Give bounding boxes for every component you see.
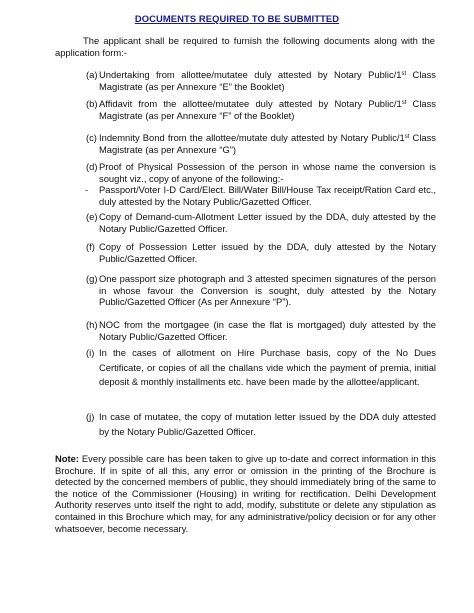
item-label: (e) (86, 211, 98, 222)
list-item-d (86, 161, 436, 207)
item-label: (g) (86, 273, 98, 284)
list-item-g (86, 273, 436, 308)
intro-text: The applicant shall be required to furnish the following documents along with the application form:- (55, 35, 435, 58)
intro-paragraph (55, 35, 435, 58)
sub-item: - Passport/Voter I-D Card/Elect. Bill/Water Bill/House Tax receipt/Ration Card etc., duly attested by the Notary Public/Gazetted Officer. (85, 184, 436, 207)
list-item-j (86, 410, 436, 439)
item-text: Undertaking from allottee/mutatee duly attested by Notary Public/1st Class Magistrate (as per Annexure “E” the Booklet) (99, 69, 436, 92)
item-text: Copy of Possession Letter issued by the DDA, duly attested by the Notary Public/Gazetted Officer. (99, 241, 436, 264)
item-text: NOC from the mortgagee (in case the flat is mortgaged) duly attested by the Notary Public/Gazetted Officer. (99, 319, 436, 342)
list-item-f (86, 241, 436, 264)
list-item-h (86, 319, 436, 342)
item-text: In case of mutatee, the copy of mutation letter issued by the DDA duly attested by the Notary Public/Gazetted Officer. (99, 411, 436, 437)
list-item-a (86, 69, 436, 92)
item-text: In the cases of allotment on Hire Purchase basis, copy of the No Dues Certificate, or copies of all the challans vide which the payment of premia, initial deposit & monthly installments etc. have been made by the allottee/applicant. (99, 347, 436, 387)
page-heading: DOCUMENTS REQUIRED TO BE SUBMITTED (134, 13, 340, 24)
list-item-e (86, 211, 436, 234)
item-text: Proof of Physical Possession of the person in whose name the conversion is sought viz., copy of anyone of the following:- - Passport/Voter I-D Card/Elect. Bill/Water Bill/House Tax receipt/Ration Card etc., duly attested by the Notary Public/Gazetted Officer. (85, 161, 436, 207)
note-label: Note: (55, 453, 79, 464)
list-item-i (86, 346, 436, 390)
note-text: Every possible care has been taken to give up to-date and correct information in this Brochure. If in spite of all this, any error or omission in the printing of the Brochure is detected by the concerned members of public, they should immediately bring of the same to the notice of the Commissioner (Housing) in writing for rectification. Delhi Development Authority reserves unto itself the right to add, modify, substitute or delete any stipulation as contained in this Brochure which may, for any administrative/policy decision or for any other whatsoever, become necessary. (55, 453, 436, 534)
note-paragraph (55, 453, 436, 534)
item-label: (j) (86, 411, 95, 422)
item-text: Affidavit from the allottee/mutatee duly attested by Notary Public/1st Class Magistrate (as per Annexure “F” of the Booklet) (99, 98, 436, 121)
item-label: (i) (86, 347, 95, 358)
item-label: (c) (86, 132, 97, 143)
item-label: (a) (86, 69, 98, 80)
dash-bullet: - (85, 184, 89, 196)
item-label: (f) (86, 241, 95, 252)
list-item-c (86, 132, 436, 155)
item-text: Indemnity Bond from the allottee/mutate duly attested by Notary Public/1st Class Magistrate (as per Annexure “G”) (99, 132, 436, 155)
item-text: Copy of Demand-cum-Allotment Letter issued by the DDA, duly attested by the Notary Public/Gazetted Officer. (99, 211, 436, 234)
item-label: (b) (86, 98, 98, 109)
item-text: One passport size photograph and 3 attested specimen signatures of the person in whose favour the Conversion is sought, duly attested by the Notary Public/Gazetted Officer (As per Annexure “P”). (99, 273, 436, 308)
item-label: (d) (86, 161, 98, 172)
item-label: (h) (86, 319, 98, 330)
list-item-b (86, 98, 436, 121)
